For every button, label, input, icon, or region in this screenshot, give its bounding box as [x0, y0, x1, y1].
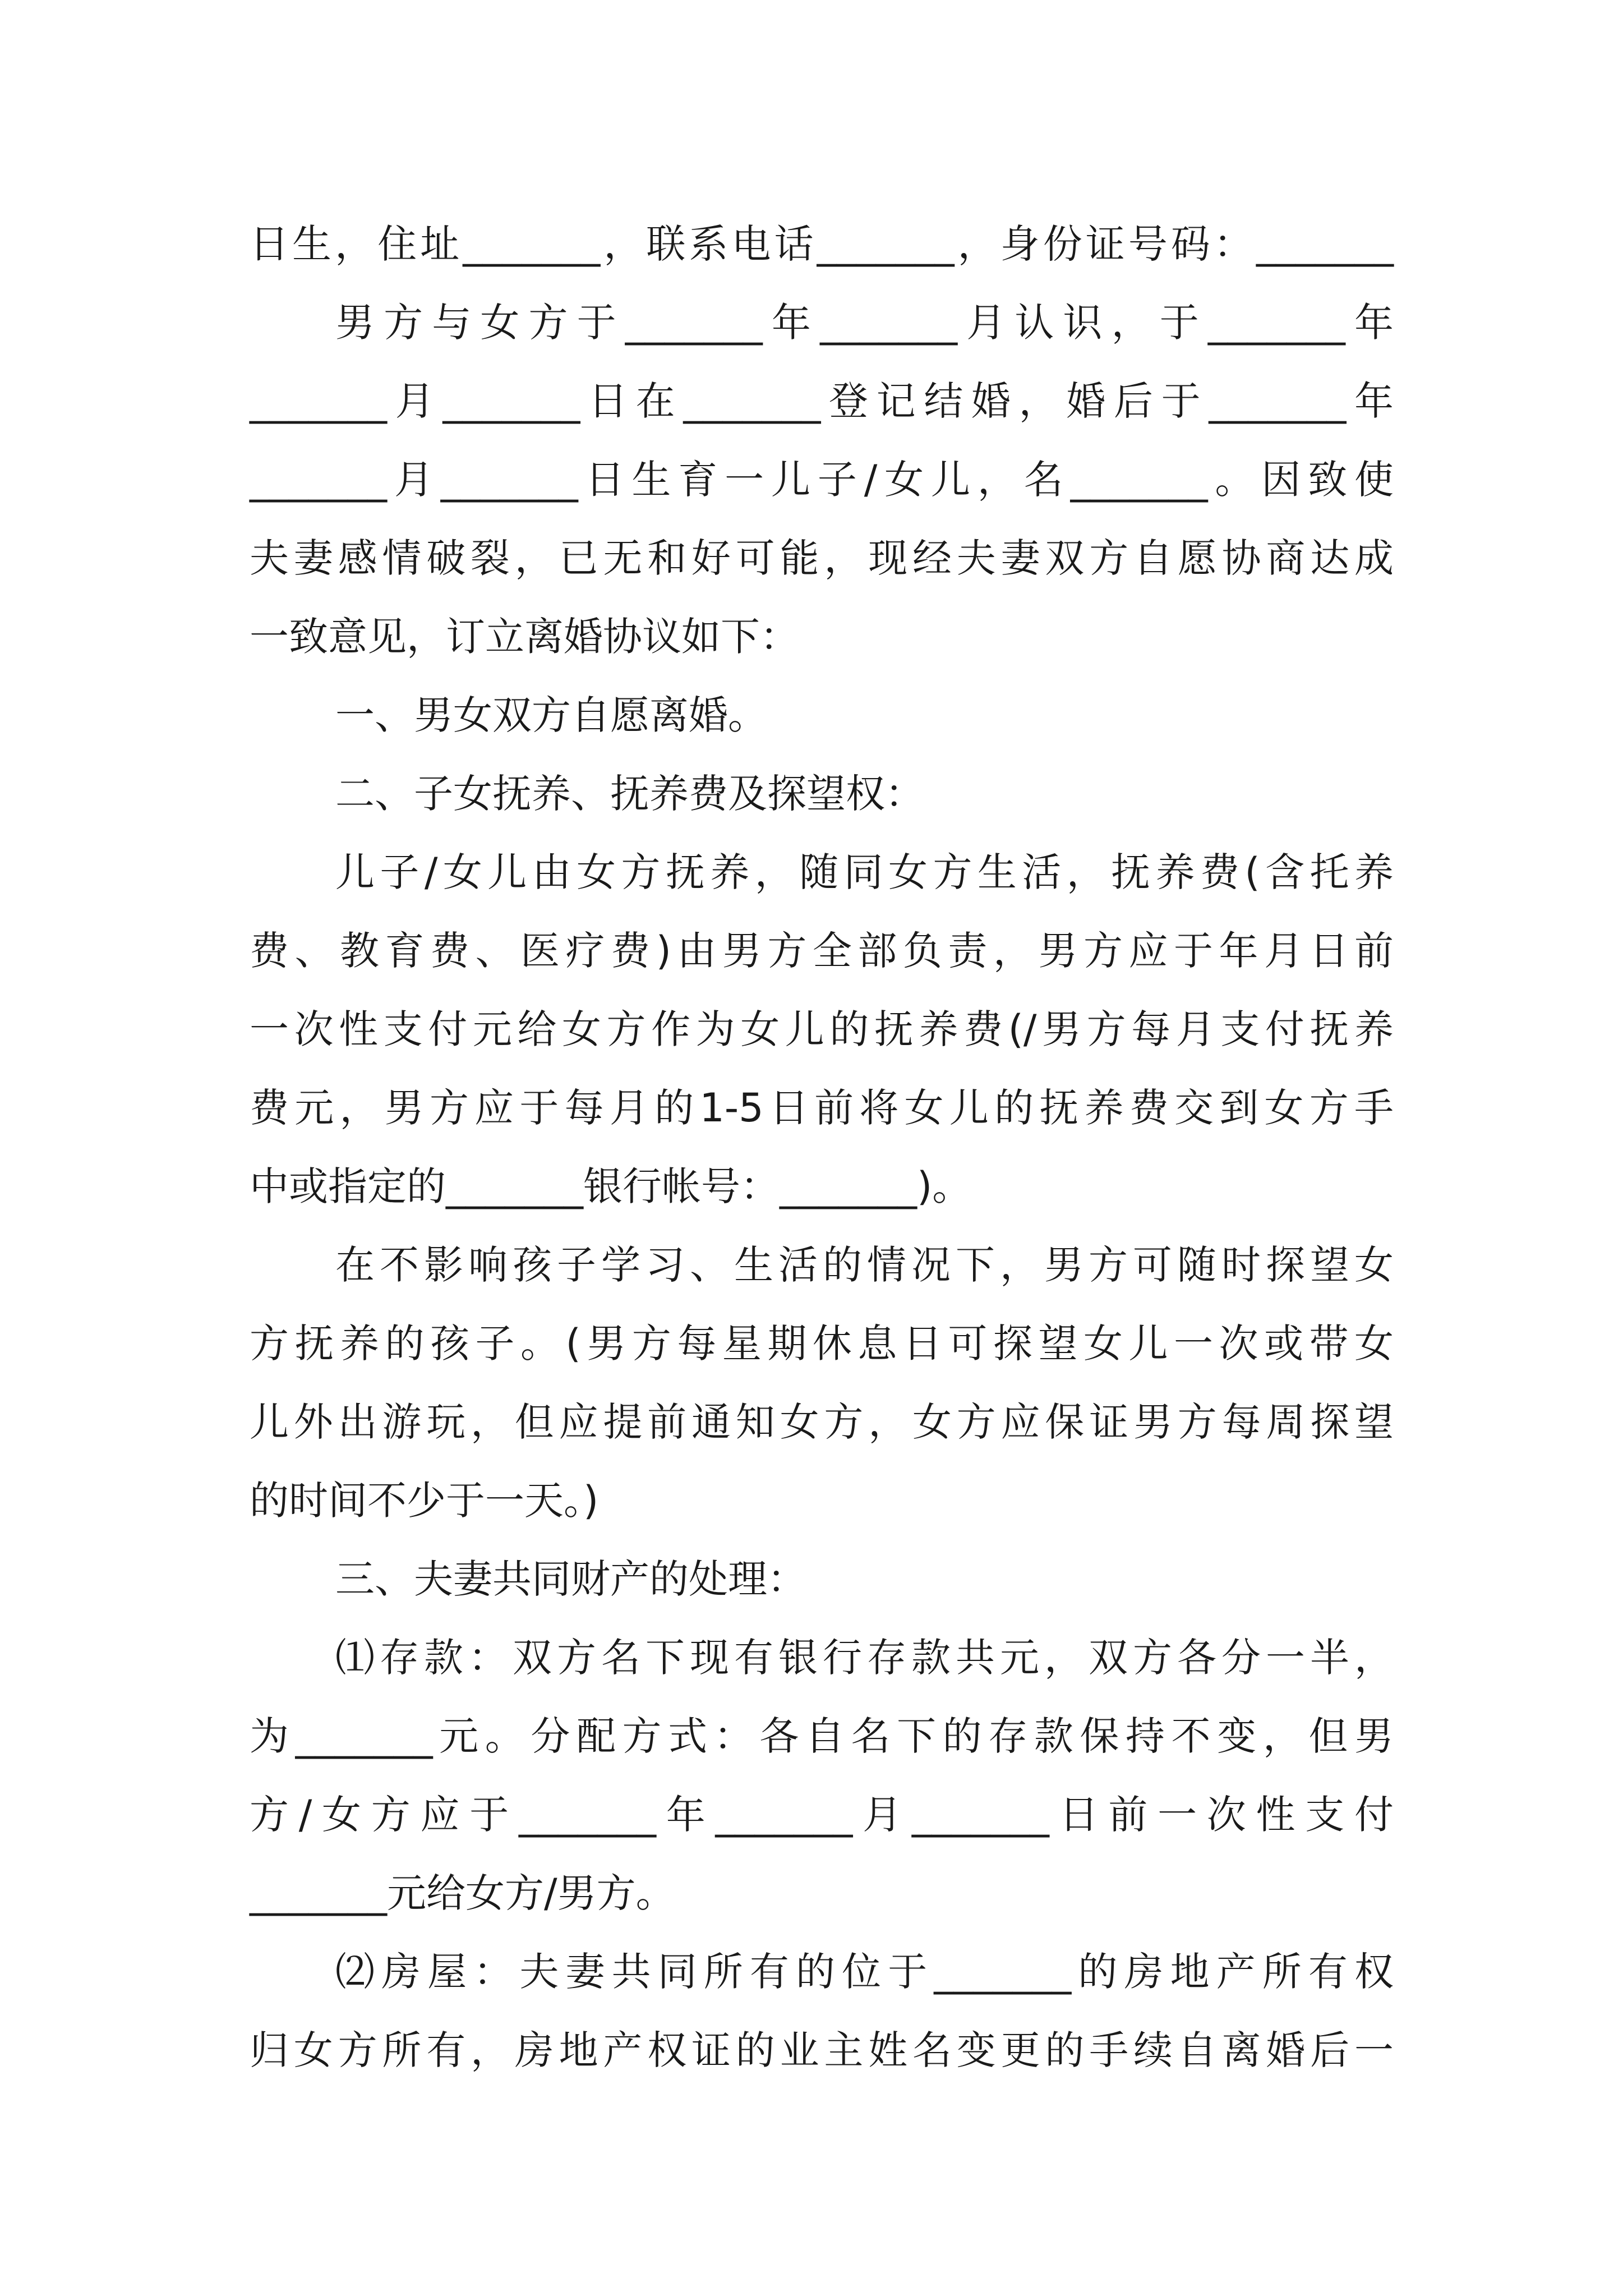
text-line: 一致意见，订立离婚协议如下： [250, 614, 799, 660]
text-line: 夫妻感情破裂，已无和好可能，现经夫妻双方自愿协商达成 [250, 535, 1394, 581]
text-line: 在不影响孩子学习、生活的情况下，男方可随时探望女 [335, 1242, 1394, 1288]
section-heading: 一、男女双方自愿离婚。 [335, 692, 767, 738]
text-line: 儿外出游玩，但应提前通知女方，女方应保证男方每周探望 [250, 1399, 1394, 1445]
text-line: 费元，男方应于每月的1-5日前将女儿的抚养费交到女方手 [250, 1085, 1394, 1131]
text-line: 的时间不少于一天。) [250, 1478, 599, 1524]
section-heading: 三、夫妻共同财产的处理： [335, 1556, 806, 1602]
text-line: 费、教育费、医疗费)由男方全部负责，男方应于年月日前 [250, 928, 1394, 974]
text-line: 日生，住址_______，联系电话_______，身份证号码：_______ [250, 221, 1394, 267]
text-line: 归女方所有，房地产权证的业主姓名变更的手续自离婚后一 [250, 2027, 1394, 2073]
text-line: ⑵房屋：夫妻共同所有的位于_______的房地产所有权 [335, 1949, 1394, 1995]
text-line: _______元给女方/男方。 [250, 1870, 675, 1916]
text-line: 男方与女方于_______年_______月认识，于_______年 [335, 300, 1394, 346]
text-line: 为_______元。分配方式：各自名下的存款保持不变，但男 [250, 1713, 1394, 1759]
text-line: _______月_______日在_______登记结婚，婚后于_______年 [250, 378, 1394, 424]
document-body [250, 213, 1394, 2098]
text-line: 儿子/女儿由女方抚养，随同女方生活，抚养费(含托养 [335, 849, 1394, 895]
text-line: 一次性支付元给女方作为女儿的抚养费(/男方每月支付抚养 [250, 1006, 1394, 1052]
text-line: ⑴存款：双方名下现有银行存款共元，双方各分一半， [335, 1635, 1394, 1681]
text-line: 方抚养的孩子。(男方每星期休息日可探望女儿一次或带女 [250, 1320, 1394, 1366]
text-line: 中或指定的_______银行帐号：_______)。 [250, 1163, 972, 1209]
text-line: 方/女方应于_______年_______月_______日前一次性支付 [250, 1792, 1394, 1838]
text-line: _______月_______日生育一儿子/女儿，名_______。因致使 [250, 457, 1394, 503]
section-heading: 二、子女抚养、抚养费及探望权： [335, 771, 924, 817]
